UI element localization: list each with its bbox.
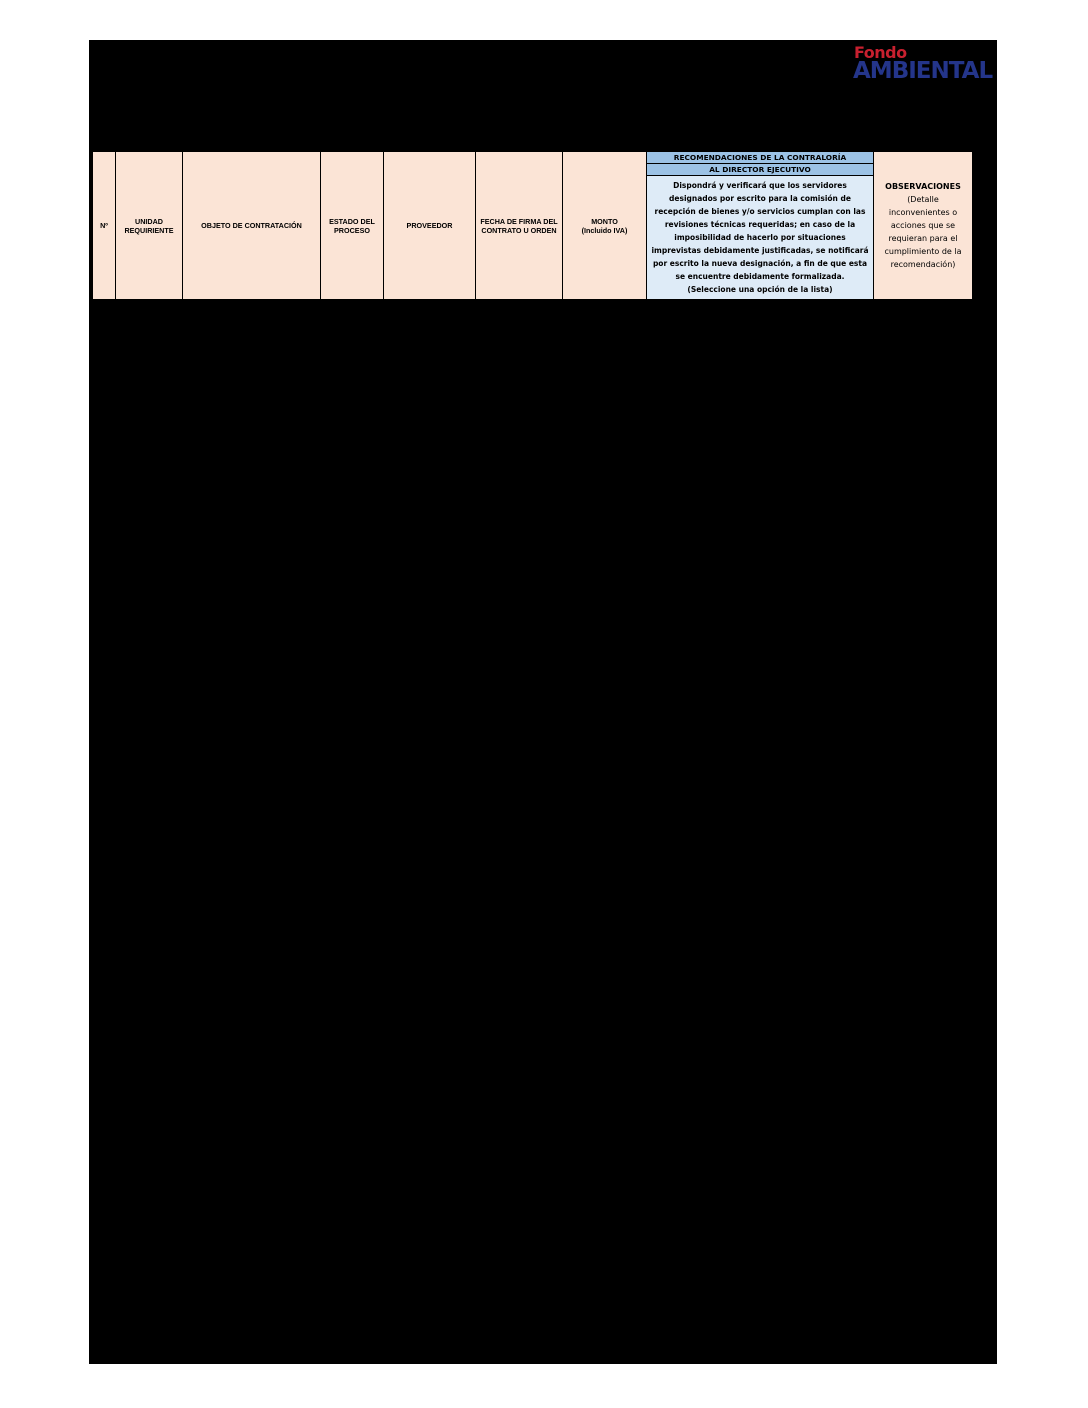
observaciones-description: (Detalle inconvenientes o acciones que se requieran para el cumplimiento de la recomendación) xyxy=(884,195,962,269)
recommendation-text-cell xyxy=(647,176,874,300)
header-director-ejecutivo: AL DIRECTOR EJECUTIVO xyxy=(647,164,874,176)
logo-line-ambiental: AMBIENTAL xyxy=(853,58,993,84)
recommendation-text: Dispondrá y verificará que los servidores designados por escrito para la comisión de recepción de bienes y/o servicios cumplan con las revisiones técnicas requeridas; en caso de la imposibilidad de hacerlo por situaciones imprevistas debidamente justificadas, se notificará por escrito la nueva designación, a fin de que esta se encuentre debidamente formalizada. xyxy=(651,181,869,281)
header-unidad-requiriente: UNIDAD REQUIRIENTE xyxy=(116,152,183,300)
observaciones-title: OBSERVACIONES xyxy=(885,182,961,191)
recommendation-select-hint: (Seleccione una opción de la lista) xyxy=(687,285,833,294)
fondo-ambiental-logo xyxy=(853,45,993,87)
header-fecha-firma: FECHA DE FIRMA DEL CONTRATO U ORDEN xyxy=(476,152,563,300)
logo-line-fondo: Fondo xyxy=(854,43,907,62)
header-monto-note: (Incluido IVA) xyxy=(581,225,628,235)
contracts-table xyxy=(92,151,973,300)
header-monto-label: MONTO xyxy=(591,216,618,226)
header-recomendaciones: RECOMENDACIONES DE LA CONTRALORÍA xyxy=(647,152,874,164)
header-monto xyxy=(563,152,647,300)
header-proveedor: PROVEEDOR xyxy=(384,152,476,300)
header-observaciones xyxy=(874,152,973,300)
header-number: Nº xyxy=(93,152,116,300)
header-estado-proceso: ESTADO DEL PROCESO xyxy=(321,152,384,300)
header-objeto-contratacion: OBJETO DE CONTRATACIÓN xyxy=(183,152,321,300)
